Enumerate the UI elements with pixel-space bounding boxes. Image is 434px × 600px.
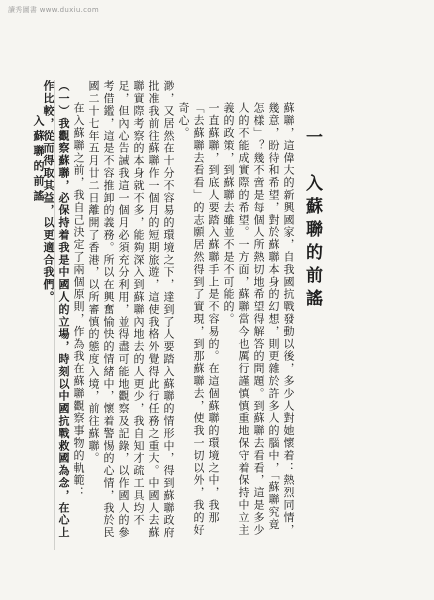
running-title: 入蘇聯的前謠 xyxy=(32,115,45,205)
paragraph-3: 渺，又居然在十分不容易的環境之下，達到了人要踏入蘇聯的情形中，得到蘇聯政府批准我前往蘇聯作一個月的短期旅遊，這使我格外覺得此行任務之重大。中國人去蘇聯實際考察的本身就不多，能夠深入到蘇聯內地去的人更少，我自知才疏工具均不足，但內心告誡我這一個月必須充分利用，並得盡可能地觀察及記錄，以作國人的參考借鑑，這是不容推卸的義務。所以在興奮愉快的情緒中，懷着警惕的心情，我於民國二十七年五月廿二日離開了香港，以所審慎的態度入境，前往蘇聯。 xyxy=(87,80,175,539)
paragraph-5: （一）我觀察蘇聯，必保持着我是中國人的立場，時刻以中國抗戰救國為念，在心上作比較，從而得取其益，以更適合我們。 xyxy=(42,80,70,539)
paragraph-1: 蘇聯，這偉大的新興國家，自我國抗戰發動以後，多少人對她懷着：熱烈同情，幾意，盼待和希望，對於蘇聯本身的幻想，則更雜於許多人的腦中，「蘇聯究竟怎樣」？幾不啻是每個人所熱切地希望得解答的問題。到蘇聯去看看，這是多少人的不能成實際的希望。一方面，蘇聯當今也厲行謹慎慎重地保守着保持中立主義的政策，到蘇聯去雖並不是不可能的。 xyxy=(222,102,295,536)
body-text xyxy=(42,80,296,542)
paragraph-4: 在入蘇聯之前，我自己決定了兩個原則，作為我在蘇聯觀察事物的軌範： xyxy=(72,102,85,499)
paragraph-2: 一直蘇聯，到底人要踏入蘇聯手上是不容易的。在這個蘇聯的環境之中，我那「去蘇聯去看看」的志願居然得到了實現，到那蘇聯去，使我一切以外，我的好奇心。 xyxy=(177,102,220,536)
chapter-title: 一 入蘇聯的前謠 xyxy=(302,128,322,312)
watermark: 讀秀圖書 www.duxiu.com xyxy=(8,6,99,14)
